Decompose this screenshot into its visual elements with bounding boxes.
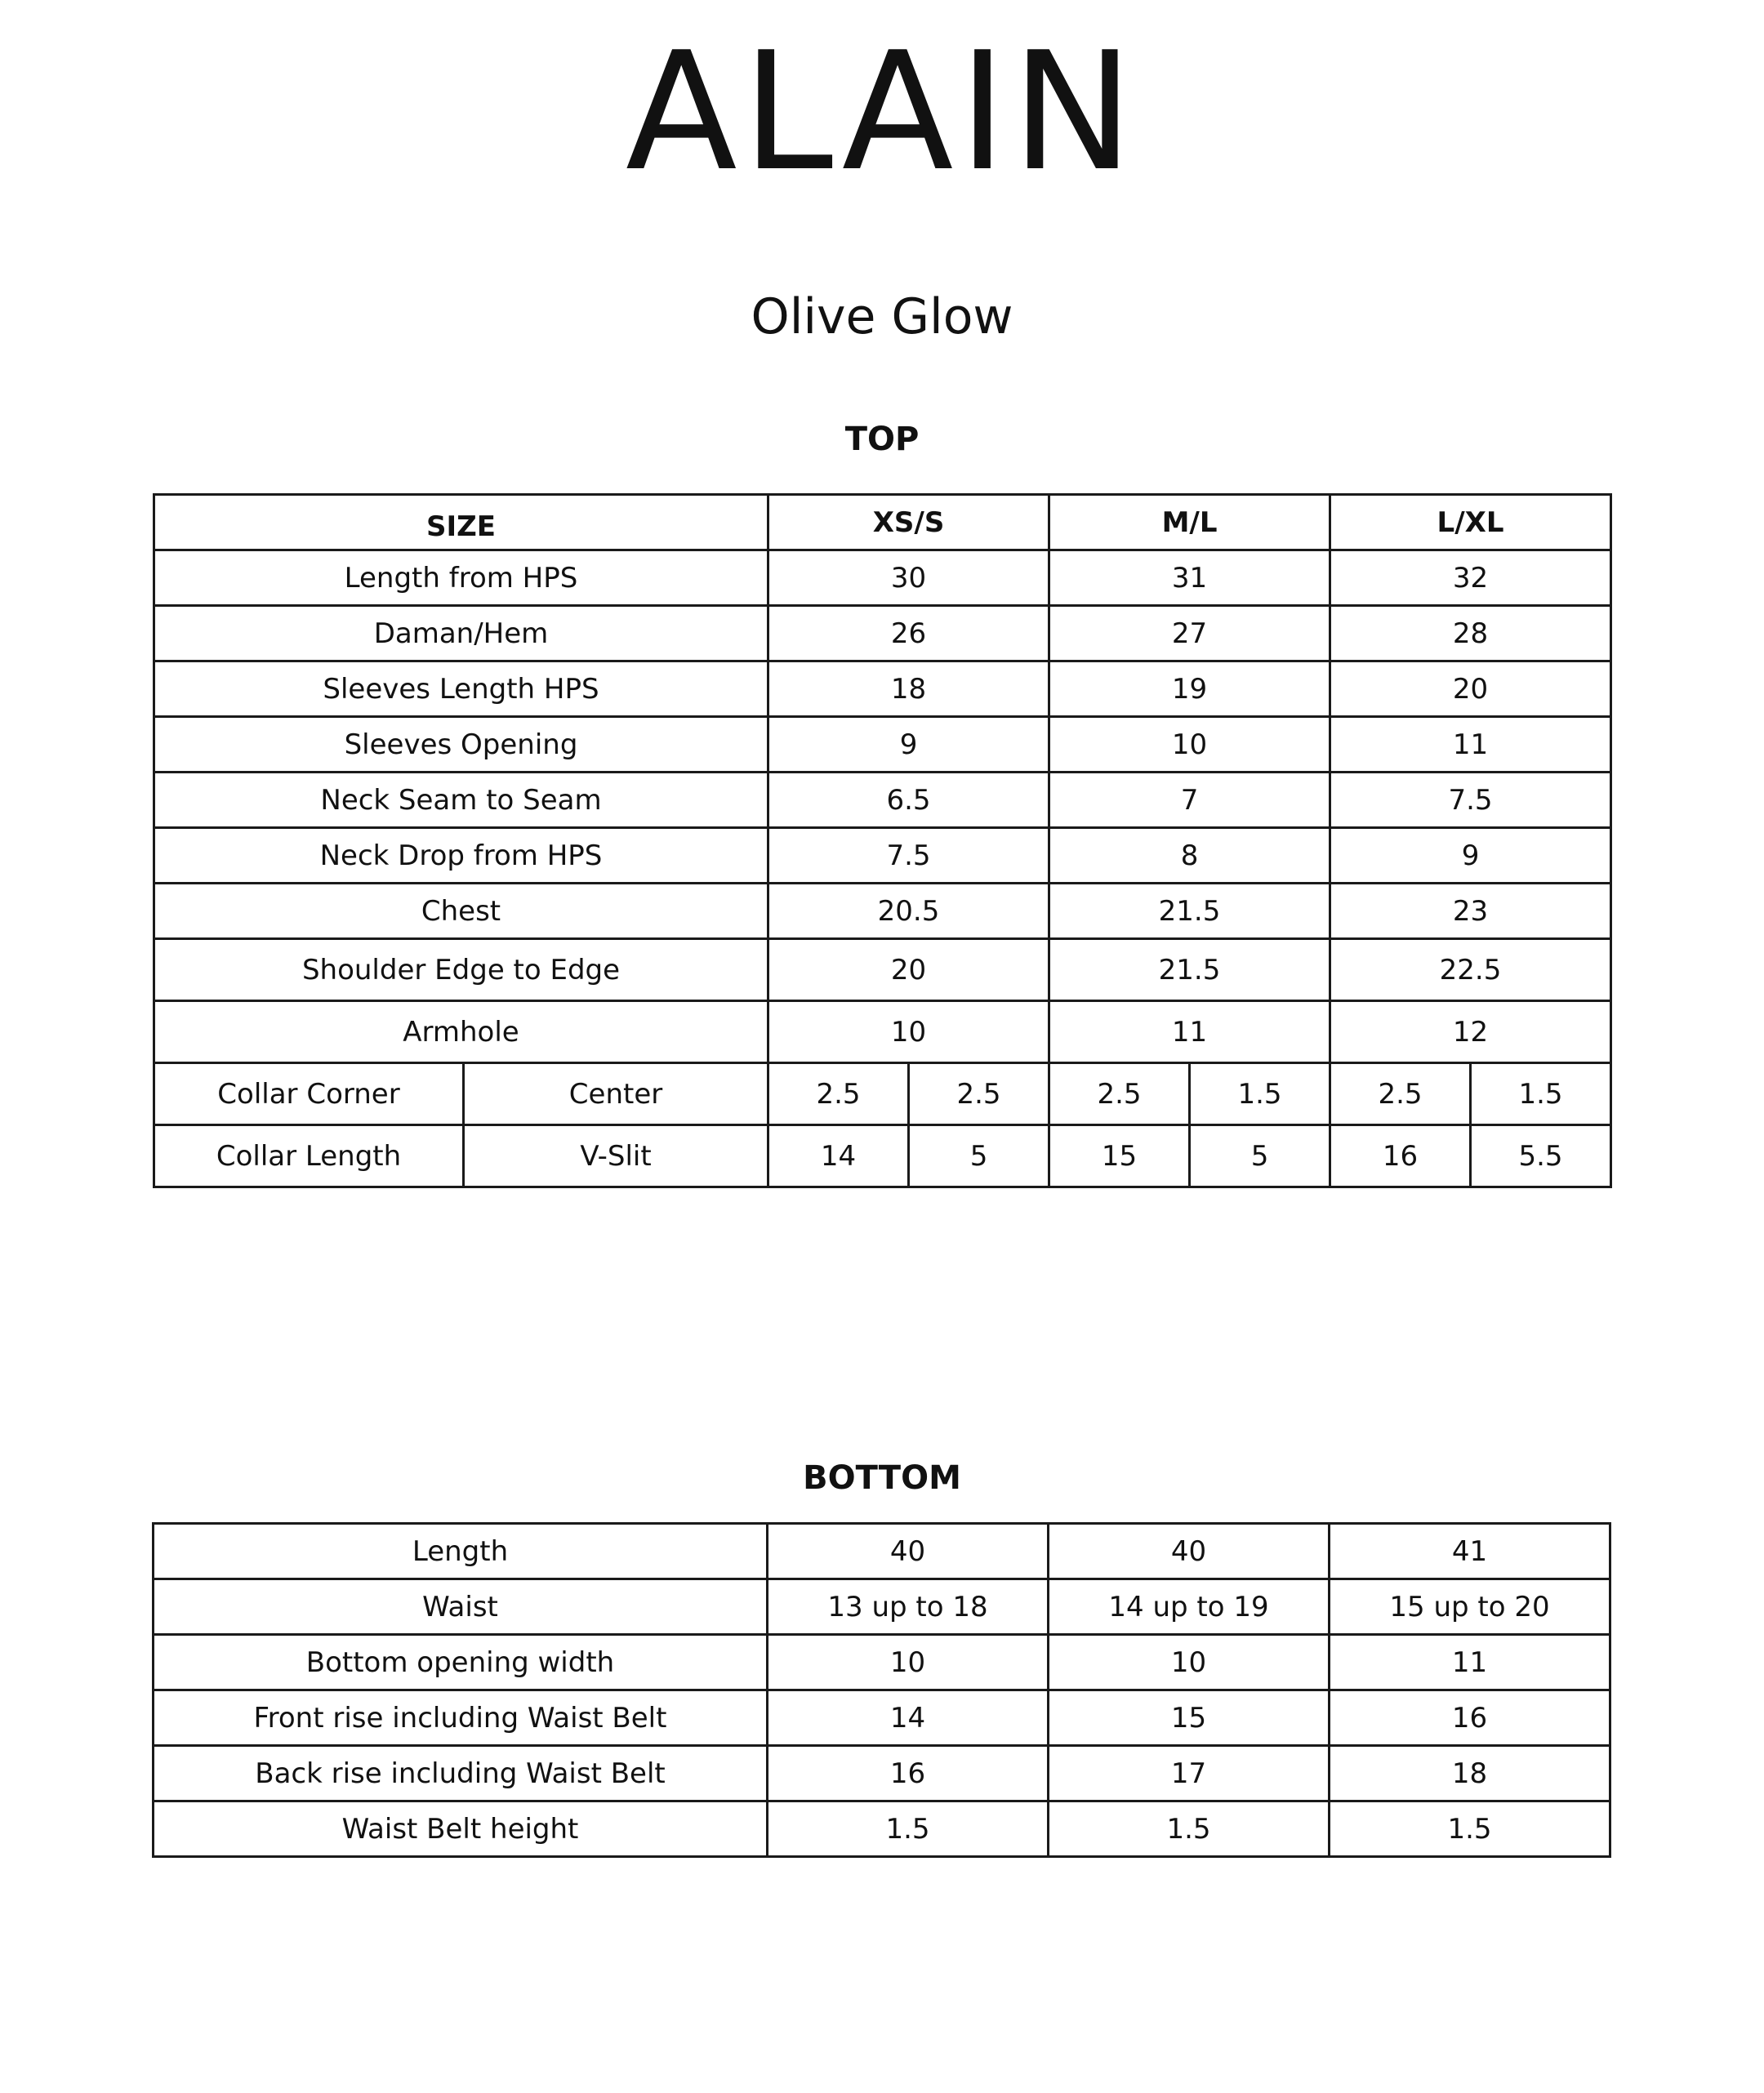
table-cell: 32 <box>1330 550 1611 606</box>
table-cell: 14 <box>768 1690 1049 1746</box>
table-cell: 30 <box>768 550 1049 606</box>
table-cell: 10 <box>768 1001 1049 1063</box>
table-cell: 14 up to 19 <box>1049 1579 1330 1635</box>
table-cell: 16 <box>1330 1125 1471 1187</box>
table-cell: 20 <box>1330 661 1611 717</box>
table-cell: 12 <box>1330 1001 1611 1063</box>
row-label: Back rise including Waist Belt <box>154 1746 768 1801</box>
row-label: Daman/Hem <box>154 606 768 661</box>
table-cell: 20.5 <box>768 884 1049 939</box>
table-cell: 21.5 <box>1049 884 1330 939</box>
table-cell: 9 <box>1330 828 1611 884</box>
row-label: Shoulder Edge to Edge <box>154 939 768 1001</box>
table-cell: 5 <box>1190 1125 1330 1187</box>
table-cell: 10 <box>1049 1635 1330 1690</box>
row-label: Waist <box>154 1579 768 1635</box>
table-row <box>154 1579 1610 1635</box>
row-label: Armhole <box>154 1001 768 1063</box>
row-label: Bottom opening width <box>154 1635 768 1690</box>
table-cell: 16 <box>1330 1690 1610 1746</box>
table-cell: 18 <box>768 661 1049 717</box>
size-header: SIZE <box>154 495 768 550</box>
table-row <box>154 773 1611 828</box>
brand-logo: ALAIN <box>625 17 1139 207</box>
table-cell: 2.5 <box>1049 1063 1190 1125</box>
table-cell: 1.5 <box>1330 1801 1610 1857</box>
table-row <box>154 884 1611 939</box>
table-cell: 31 <box>1049 550 1330 606</box>
table-row <box>154 828 1611 884</box>
table-cell: 40 <box>768 1524 1049 1579</box>
row-label: Front rise including Waist Belt <box>154 1690 768 1746</box>
row-label: Waist Belt height <box>154 1801 768 1857</box>
product-name: Olive Glow <box>751 288 1013 345</box>
table-cell: 9 <box>768 717 1049 773</box>
table-cell: 18 <box>1330 1746 1610 1801</box>
table-cell: 23 <box>1330 884 1611 939</box>
table-row <box>154 1801 1610 1857</box>
table-row <box>154 606 1611 661</box>
table-cell: 16 <box>768 1746 1049 1801</box>
table-cell: 1.5 <box>1049 1801 1330 1857</box>
table-cell: 15 up to 20 <box>1330 1579 1610 1635</box>
table-row <box>154 1690 1610 1746</box>
table-row <box>154 1063 1611 1125</box>
table-cell: 7.5 <box>768 828 1049 884</box>
table-cell: 6.5 <box>768 773 1049 828</box>
table-row <box>154 1635 1610 1690</box>
table-cell: 10 <box>768 1635 1049 1690</box>
table-cell: 28 <box>1330 606 1611 661</box>
top-size-table <box>153 493 1612 1188</box>
top-section-title: TOP <box>844 421 920 458</box>
size-header-m-l: M/L <box>1049 495 1330 550</box>
table-cell: 1.5 <box>768 1801 1049 1857</box>
row-label: Sleeves Opening <box>154 717 768 773</box>
row-label: Collar Length <box>154 1125 464 1187</box>
table-row <box>154 1524 1610 1579</box>
table-cell: 17 <box>1049 1746 1330 1801</box>
row-sublabel: Center <box>464 1063 768 1125</box>
bottom-size-table <box>152 1522 1611 1858</box>
table-cell: 5 <box>909 1125 1049 1187</box>
row-label: Neck Drop from HPS <box>154 828 768 884</box>
top-header-row <box>154 495 1611 550</box>
table-cell: 15 <box>1049 1690 1330 1746</box>
table-cell: 5.5 <box>1471 1125 1611 1187</box>
size-header-xs-s: XS/S <box>768 495 1049 550</box>
table-row <box>154 1001 1611 1063</box>
table-row <box>154 939 1611 1001</box>
table-cell: 41 <box>1330 1524 1610 1579</box>
row-label: Chest <box>154 884 768 939</box>
table-cell: 15 <box>1049 1125 1190 1187</box>
table-cell: 14 <box>768 1125 909 1187</box>
table-cell: 11 <box>1049 1001 1330 1063</box>
table-cell: 26 <box>768 606 1049 661</box>
row-label: Collar Corner <box>154 1063 464 1125</box>
table-cell: 20 <box>768 939 1049 1001</box>
table-cell: 27 <box>1049 606 1330 661</box>
table-cell: 1.5 <box>1471 1063 1611 1125</box>
table-cell: 2.5 <box>768 1063 909 1125</box>
table-row <box>154 1746 1610 1801</box>
table-row <box>154 550 1611 606</box>
row-sublabel: V-Slit <box>464 1125 768 1187</box>
table-cell: 1.5 <box>1190 1063 1330 1125</box>
table-cell: 21.5 <box>1049 939 1330 1001</box>
table-row <box>154 1125 1611 1187</box>
table-cell: 10 <box>1049 717 1330 773</box>
row-label: Length from HPS <box>154 550 768 606</box>
table-cell: 8 <box>1049 828 1330 884</box>
table-cell: 11 <box>1330 717 1611 773</box>
table-cell: 2.5 <box>1330 1063 1471 1125</box>
table-cell: 2.5 <box>909 1063 1049 1125</box>
table-cell: 11 <box>1330 1635 1610 1690</box>
table-cell: 40 <box>1049 1524 1330 1579</box>
table-cell: 7 <box>1049 773 1330 828</box>
row-label: Sleeves Length HPS <box>154 661 768 717</box>
table-cell: 7.5 <box>1330 773 1611 828</box>
bottom-section-title: BOTTOM <box>803 1459 961 1497</box>
row-label: Neck Seam to Seam <box>154 773 768 828</box>
table-row <box>154 717 1611 773</box>
table-cell: 22.5 <box>1330 939 1611 1001</box>
table-cell: 19 <box>1049 661 1330 717</box>
row-label: Length <box>154 1524 768 1579</box>
table-row <box>154 661 1611 717</box>
size-header-l-xl: L/XL <box>1330 495 1611 550</box>
table-cell: 13 up to 18 <box>768 1579 1049 1635</box>
